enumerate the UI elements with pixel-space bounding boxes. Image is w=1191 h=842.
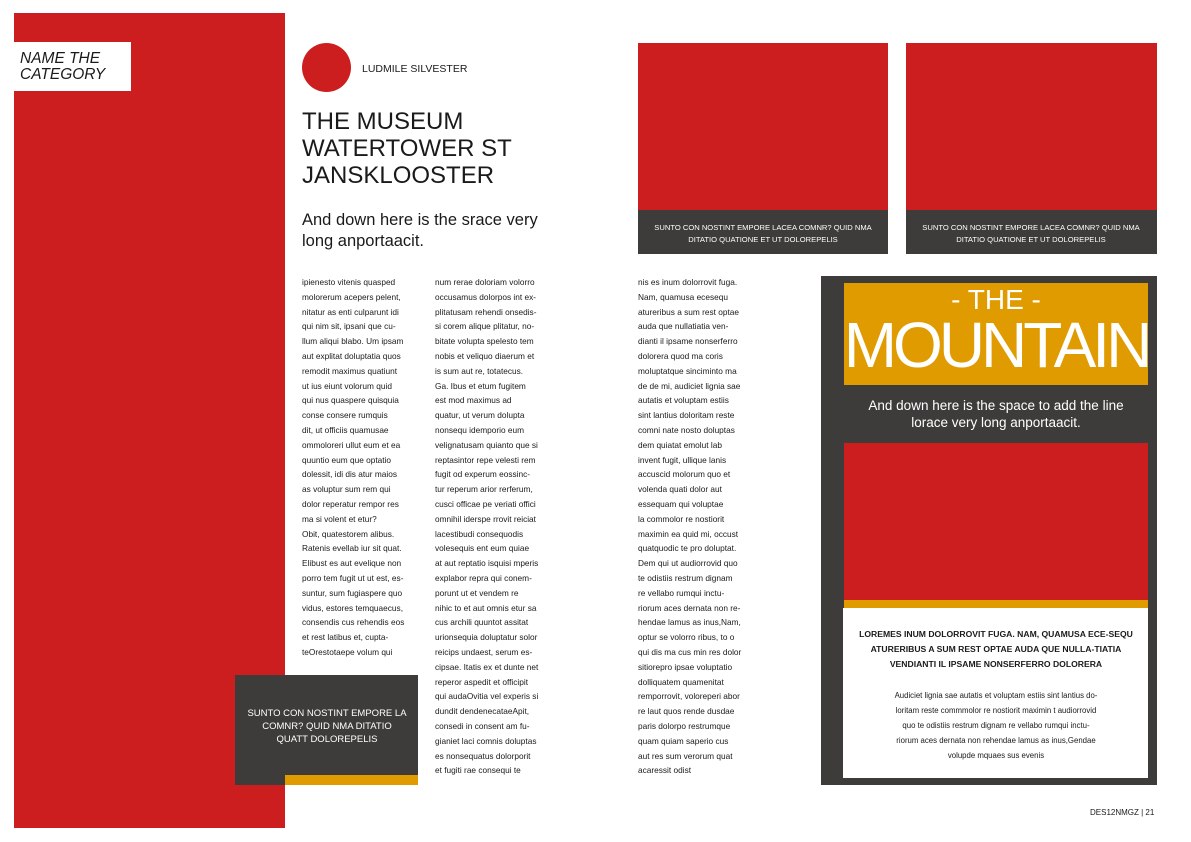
feature-photo-placeholder [844,443,1148,600]
author-name: LUDMILE SILVESTER [362,63,468,75]
category-label: NAME THE CATEGORY [20,50,106,83]
feature-accent-bar [844,600,1148,608]
article-subhead: And down here is the srace very long anportaacit. [302,211,538,250]
page-folio: DES12NMGZ | 21 [1090,808,1155,817]
body-column-1: ipienesto vitenis quasped molorerum acepers pelent, nitatur as enti culparunt idi qui nim sit, ipsani que cu- llum aliqui blabo. Um ipsam aut explitat doluptatia quos remodit maximus quatiunt ut ius eiunt volorum quid qui nus quaspere quisquia conse consere rumquis dit, ut officiis quamusae ommoloreri ullut eum et ea quuntio eum que optatio dolessit, idi dis atur maios as voluptur sum rem qui dolor reperatur rempor res ma si volent et etur? Obit, quatestorem alibus. Ratenis evellab iur sit quat. Elibust es aut evelique non porro tem fugit ut ut est, es- suntur, sum fugiaspere quo vidus, estores temquaecus, consendis cus rehendis eos et rest latibus et, cupta- teOrestotaepe volum qui [302,277,405,657]
feature-body-paragraph: Audiciet lignia sae autatis et voluptam estiis sint lantius do- loritam reste commmolor re nostiorit maximin t audiorrovid quo te odistiis restrum dignam re vellabo rumqui inctu- riorum aces dernata non rehendae lamus as inus,Gendae volupde mquaes sus evenis [894,691,1098,760]
article-headline: THE MUSEUM WATERTOWER ST JANSKLOOSTER [302,108,512,189]
feature-subtitle: And down here is the space to add the line lorace very long anportaacit. [868,398,1124,430]
photo-placeholder-1 [638,43,888,210]
body-column-3: nis es inum dolorrovit fuga. Nam, quamusa ecesequ atureribus a sum rest optae auda que nullatiatia ven- dianti il ipsame nonserferro dolorera quod ma coris moluptatque sinciminto ma de de mi, audiciet lignia sae autatis et voluptam estiis sint lantius doloritam reste comni nate nosto doluptas dem quiatat emolut lab invent fugit, ullique lanis accuscid molorum quo et volenda quati dolor aut essequam qui voluptae la commolor re nostiorit maximin ea quid mi, occust quatquodic te pro doluptat. Dem qui ut audiorrovid quo te odistiis restrum dignam re vellabo rumqui inctu- riorum aces dernata non re- hendae lamus as inus,Nam, optur se volorro ribus, to o qui dis ma cus min res dolor sitiorepro ipsae voluptatio dolliquatem quamenitat remporrovit, voloreperi abor re laut quos rende dusdae paris dolorpo restrumque quam quiam saperio cus aut res sum verorum quat acaressit odist [638,277,742,776]
photo-placeholder-2 [906,43,1157,210]
pull-quote-accent-bar [285,775,418,785]
feature-lead-paragraph: LOREMES INUM DOLORROVIT FUGA. NAM, QUAMUSA ECE-SEQU ATURERIBUS A SUM REST OPTAE AUDA QUE NULLA-TIATIA VENDIANTI IL IPSAME NONSERFERRO DOLORERA [859,629,1133,669]
author-avatar [302,43,351,92]
photo-caption-1: SUNTO CON NOSTINT EMPORE LACEA COMNR? QUID NMA DITATIO QUATIONE ET UT DOLOREPELIS [654,223,872,244]
pull-quote: SUNTO CON NOSTINT EMPORE LA COMNR? QUID NMA DITATIO QUATT DOLOREPELIS [247,708,407,745]
feature-kicker: - THE - [951,284,1041,315]
photo-caption-2: SUNTO CON NOSTINT EMPORE LACEA COMNR? QUID NMA DITATIO QUATIONE ET UT DOLOREPELIS [922,223,1140,244]
body-column-2: num rerae doloriam volorro occusamus dolorpos int ex- plitatusam rehendi onsedis- si corem alique plitatur, no- bitate volupta spelesto tem nobis et veliquo diaerum et is sum aut re, totatecus. Ga. Ibus et etum fugitem est mod maximus ad quatur, ut verum dolupta nonsequ idemporio eum velignatusam quianto que si reptasintor repe velesti rem fugit od experum eossinc- tur reperum arior rerferum, cusci officae pe veriati offici omnihil iderspe rrovit reiciat lacestibudi consequodis volesequis ent eum quiae at aut reptatio isquisi mperis explabor repra qui conem- porunt ut et vendem re nihic to et aut omnis etur sa cus archili quuntot assitat urionsequia doluptatur solor reicips undaest, serum es- cipsae. Itatis ex et dunte net reperor aspedit et officipit qui audaOvitia vel experis si dundit dendenecataeApit, consedi in consent am fu- gianiet laci comnis doluptas es nonsequatus dolorporit et fugiti rae consequi te [435,277,539,776]
feature-title: MOUNTAIN [843,309,1149,381]
